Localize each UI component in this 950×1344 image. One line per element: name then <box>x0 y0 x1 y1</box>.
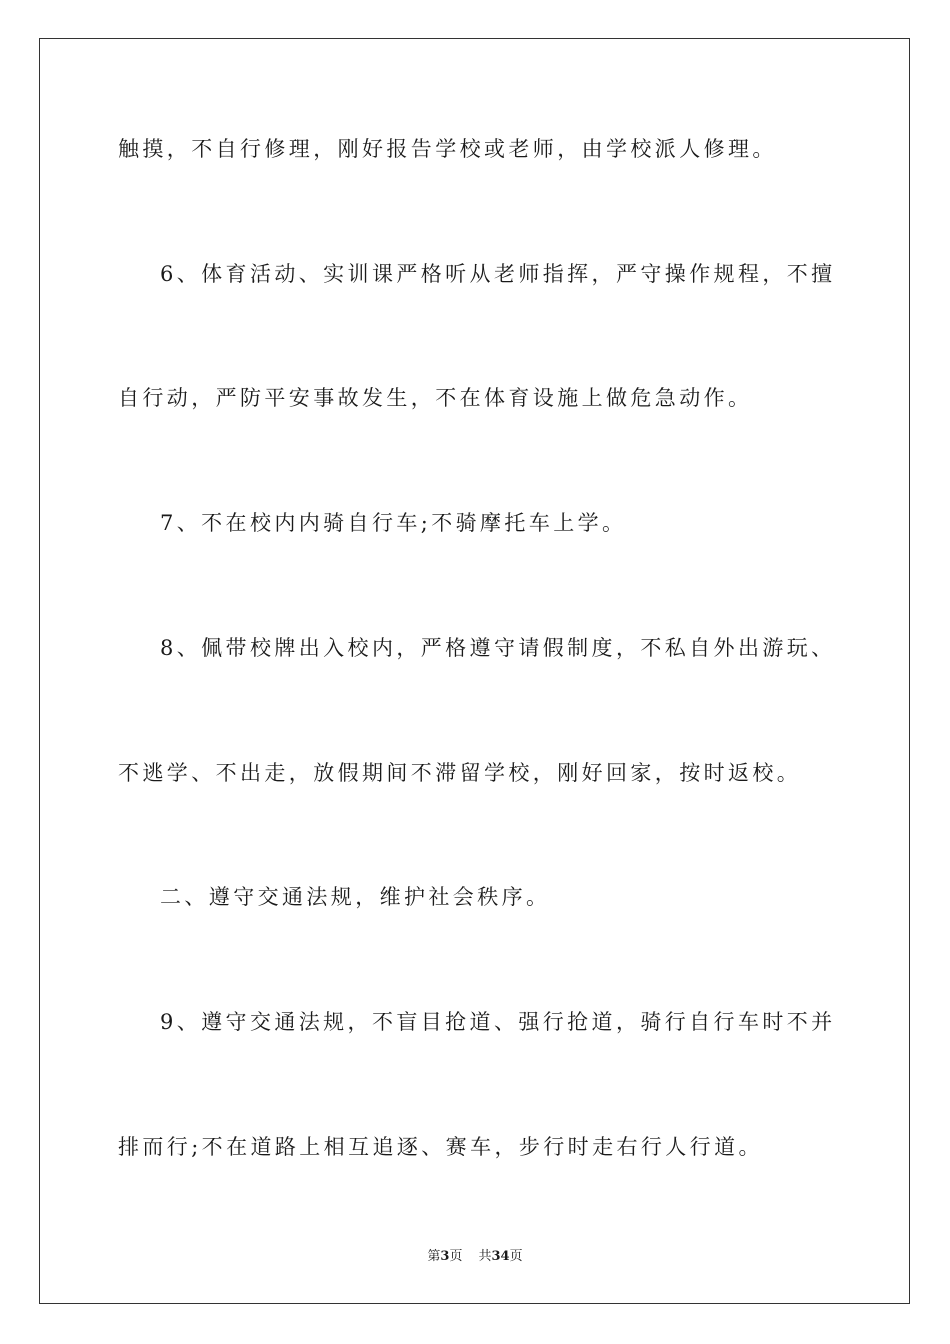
footer-page-number: 3 <box>440 1249 450 1264</box>
text-line-9: 排而行;不在道路上相互追逐、赛车，步行时走右行人行道。 <box>118 1135 763 1159</box>
footer-total-suffix: 页 <box>509 1249 523 1264</box>
page-border <box>39 38 910 1304</box>
section-heading: 二、遵守交通法规，维护社会秩序。 <box>160 885 551 909</box>
text-line-5: 8、佩带校牌出入校内，严格遵守请假制度，不私自外出游玩、 <box>160 636 836 660</box>
footer-total-prefix: 共 <box>478 1249 492 1264</box>
text-line-3: 自行动，严防平安事故发生，不在体育设施上做危急动作。 <box>118 386 753 410</box>
text-line-8: 9、遵守交通法规，不盲目抢道、强行抢道，骑行自行车时不并 <box>160 1010 836 1034</box>
text-line-4: 7、不在校内内骑自行车;不骑摩托车上学。 <box>160 511 627 535</box>
text-line-1: 触摸，不自行修理，刚好报告学校或老师，由学校派人修理。 <box>118 137 777 161</box>
page-footer <box>0 1247 950 1267</box>
footer-page-prefix: 第 <box>427 1249 441 1264</box>
text-line-6: 不逃学、不出走，放假期间不滞留学校，刚好回家，按时返校。 <box>118 761 802 785</box>
footer-page-suffix: 页 <box>449 1249 463 1264</box>
footer-total-pages: 34 <box>491 1249 510 1264</box>
text-line-2: 6、体育活动、实训课严格听从老师指挥，严守操作规程，不擅 <box>160 262 836 286</box>
